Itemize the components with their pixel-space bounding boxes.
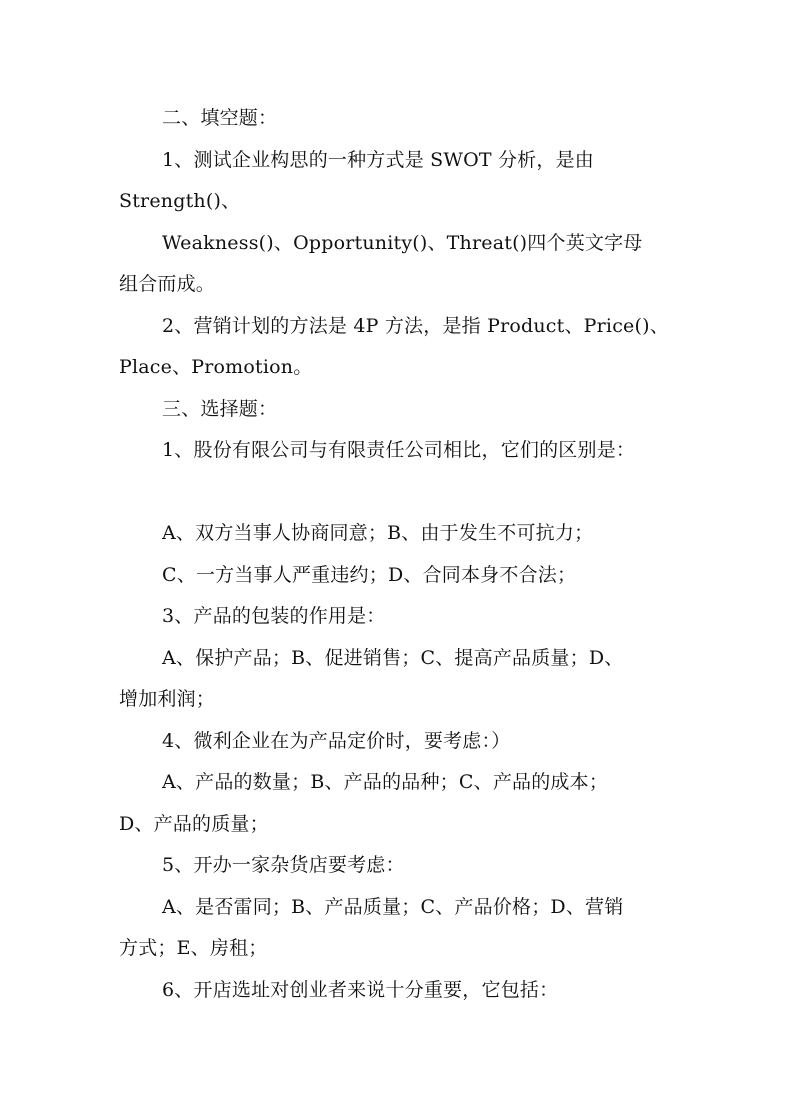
question-1-line-2: Strength()、 [119, 190, 241, 212]
question-2-line-1: 2、营销计划的方法是 4P 方法，是指 Product、Price()、 [162, 315, 669, 337]
choice-question-3: 3、产品的包装的作用是： [162, 605, 386, 627]
choice-question-5-options: A、是否雷同；B、产品质量；C、产品价格；D、营销 [162, 896, 624, 918]
choice-question-4-options-cont: D、产品的质量； [119, 813, 269, 835]
choice-question-4-options: A、产品的数量；B、产品的品种；C、产品的成本； [162, 771, 609, 793]
choice-question-3-options: A、保护产品；B、促进销售；C、提高产品质量；D、 [162, 647, 624, 669]
question-1-line-1: 1、测试企业构思的一种方式是 SWOT 分析，是由 [162, 149, 594, 171]
choice-question-5-options-cont: 方式；E、房租； [119, 937, 268, 959]
section-heading-fill-in-blank: 二、填空题： [162, 107, 278, 129]
question-2-line-2: Place、Promotion。 [119, 356, 313, 378]
choice-options-cd: C、一方当事人严重违约；D、合同本身不合法； [162, 564, 577, 586]
question-1-line-3: Weakness()、Opportunity()、Threat()四个英文字母 [162, 232, 643, 254]
choice-question-1: 1、股份有限公司与有限责任公司相比，它们的区别是： [162, 439, 636, 461]
section-heading-multiple-choice: 三、选择题： [162, 398, 278, 420]
choice-options-ab: A、双方当事人协商同意；B、由于发生不可抗力； [162, 522, 594, 544]
choice-question-4: 4、微利企业在为产品定价时，要考虑：） [162, 730, 511, 752]
choice-question-6: 6、开店选址对创业者来说十分重要，它包括： [162, 979, 559, 1001]
choice-question-3-options-cont: 增加利润； [119, 688, 216, 710]
choice-question-5: 5、开办一家杂货店要考虑： [162, 854, 405, 876]
question-1-line-4: 组合而成。 [119, 273, 216, 295]
